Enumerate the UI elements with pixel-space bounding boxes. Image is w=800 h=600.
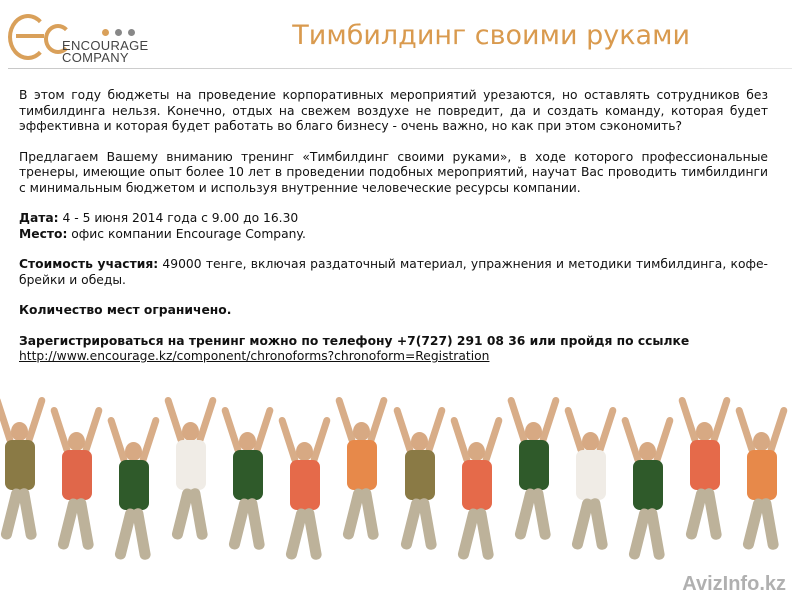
company-logo: [6, 12, 166, 64]
place-line: [19, 227, 768, 243]
date-label: Дата:: [19, 211, 59, 225]
jumping-person: [683, 396, 727, 576]
jumping-person: [455, 416, 499, 596]
jumping-person: [283, 416, 327, 596]
site-watermark: AvizInfo.kz: [682, 573, 786, 595]
place-value: офис компании Encourage Company.: [67, 226, 306, 241]
jumping-person: [340, 396, 384, 576]
logo-dots: [102, 29, 135, 36]
intro-paragraph: В этом году бюджеты на проведение корпоративных мероприятий урезаются, но оставлять сотрудников без тимбилдинга нельзя. Конечно, отдых на свежем воздухе не повредит, да и создать команду, которая будет эффективна и которая будет работать во благо бизнесу - очень важно, но как при этом сэкономить?: [19, 88, 768, 133]
limited-notice: Количество мест ограничено.: [19, 303, 232, 317]
date-line: [19, 211, 768, 227]
jumping-person: [740, 406, 784, 586]
jumping-person: [112, 416, 156, 596]
jumping-person: [226, 406, 270, 586]
header-divider: [8, 68, 792, 69]
page-title: Тимбилдинг своими руками: [292, 20, 690, 51]
jumping-person: [169, 396, 213, 576]
jumping-person: [569, 406, 613, 586]
jumping-person: [0, 396, 42, 576]
cost-label: Стоимость участия:: [19, 257, 159, 271]
date-value: 4 - 5 июня 2014 года с 9.00 до 16.30: [58, 211, 299, 225]
announcement-body: [19, 88, 768, 365]
register-line: Зарегистрироваться на тренинг можно по телефону +7(727) 291 08 36 или пройдя по ссылке: [19, 333, 690, 348]
logo-company-name: ENCOURAGE COMPANY: [62, 38, 149, 65]
jumping-person: [55, 406, 99, 586]
place-label: Место:: [19, 226, 68, 241]
jumping-person: [626, 416, 670, 596]
cost-value: 49000 тенге, включая раздаточный материал, упражнения и методики тимбилдинга, кофе-брейки и обеды.: [19, 257, 768, 287]
offer-paragraph: Предлагаем Вашему вниманию тренинг «Тимбилдинг своими руками», в ходе которого профессиональные тренеры, имеющие опыт более 10 лет в проведении подобных мероприятий, научат Вас проводить тимбилдинги с минимальным бюджетом и используя внутренние человеческие ресурсы компании.: [19, 149, 768, 195]
jumping-people-photo: [0, 378, 800, 600]
jumping-person: [512, 396, 556, 576]
cost-line: [19, 257, 768, 288]
jumping-person: [398, 406, 442, 586]
registration-link[interactable]: http://www.encourage.kz/component/chronoforms?chronoform=Registration: [19, 349, 490, 363]
